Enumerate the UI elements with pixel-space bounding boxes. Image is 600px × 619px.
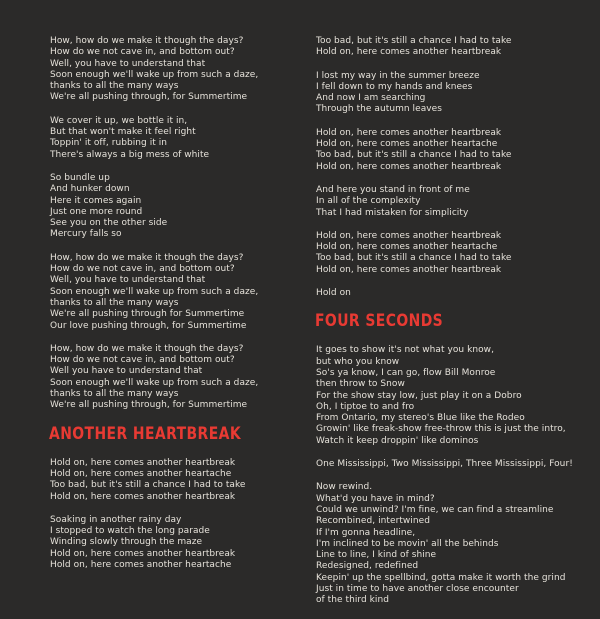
- lyric-line: Could we unwind? I'm fine, we can find a streamline: [316, 504, 554, 515]
- lyric-line: In all of the complexity: [316, 196, 421, 207]
- lyric-line: Through the autumn leaves: [316, 104, 442, 115]
- stanza: [316, 345, 586, 447]
- lyric-line: Hold on, here comes another heartbreak: [316, 161, 502, 172]
- lyric-line: And hunker down: [50, 184, 130, 195]
- lyric-line: Hold on, here comes another heartache: [50, 468, 232, 479]
- lyric-line: From Ontario, my stereo's Blue like the Rodeo: [316, 413, 525, 424]
- lyric-line: Hold on, here comes another heartbreak: [316, 264, 502, 275]
- lyric-line: Just in time to have another close encounter: [316, 583, 519, 594]
- lyric-line: thanks to all the many ways: [50, 389, 179, 400]
- lyric-line: What'd you have in mind?: [316, 493, 435, 504]
- lyric-line: We cover it up, we bottle it in,: [50, 115, 188, 126]
- song-title-another-heartbreak: ANOTHER HEARTBREAK: [49, 423, 242, 444]
- stanza: [316, 36, 586, 59]
- lyric-line: Growin' like freak-show free-throw this is just the intro,: [316, 424, 566, 435]
- lyric-line: Line to line, I kind of shine: [316, 550, 437, 561]
- another-heartbreak-lyrics-continued: [316, 36, 586, 299]
- lyric-line: There's always a big mess of white: [50, 149, 210, 160]
- lyric-line: Our love pushing through, for Summertime: [50, 320, 247, 331]
- lyric-line: Mercury falls so: [50, 229, 122, 240]
- stanza: [50, 253, 300, 332]
- lyric-line: Hold on, here comes another heartache: [50, 559, 232, 570]
- lyric-line: Too bad, but it's still a chance I had to take: [316, 36, 512, 46]
- lyric-line: How, how do we make it though the days?: [50, 36, 244, 46]
- lyric-line: Hold on, here comes another heartbreak: [50, 491, 236, 502]
- lyric-line: And now I am searching: [316, 93, 426, 104]
- lyric-line: But that won't make it feel right: [50, 127, 196, 138]
- lyric-line: I stopped to watch the long parade: [50, 526, 210, 537]
- lyric-line: Hold on, here comes another heartache: [316, 242, 498, 253]
- lyric-line: How do we not cave in, and bottom out?: [50, 355, 235, 366]
- lyric-line: Toppin' it off, rubbing it in: [50, 138, 168, 149]
- lyric-line: Hold on, here comes another heartbreak: [316, 47, 502, 58]
- lyric-line: Redesigned, redefined: [316, 561, 419, 572]
- lyric-line: but who you know: [316, 356, 400, 367]
- stanza: [50, 515, 300, 571]
- lyric-line: If I'm gonna headline,: [316, 527, 416, 538]
- lyric-line: For the show stay low, just play it on a Dobro: [316, 390, 522, 401]
- lyric-line: Keepin' up the spellbind, gotta make it worth the grind: [316, 572, 566, 583]
- stanza: [50, 458, 300, 503]
- stanza: [316, 231, 586, 276]
- lyric-line: Just one more round: [50, 206, 143, 217]
- another-heartbreak-lyrics: [50, 458, 300, 572]
- lyric-line: Hold on, here comes another heartbreak: [316, 230, 502, 241]
- lyric-line: Too bad, but it's still a chance I had to take: [316, 253, 512, 264]
- lyric-line: Well, you have to understand that: [50, 275, 206, 286]
- lyric-line: I lost my way in the summer breeze: [316, 70, 480, 81]
- lyric-line: Soaking in another rainy day: [50, 514, 182, 525]
- lyric-line: How, how do we make it though the days?: [50, 343, 244, 354]
- lyric-line: then throw to Snow: [316, 379, 405, 390]
- lyric-line: Here it comes again: [50, 195, 142, 206]
- lyric-line: of the third kind: [316, 595, 389, 606]
- lyric-line: Now rewind.: [316, 482, 373, 493]
- lyric-line: It goes to show it's not what you know,: [316, 345, 494, 356]
- lyric-line: Soon enough we'll wake up from such a daze,: [50, 377, 259, 388]
- lyric-line: We're all pushing through, for Summertime: [50, 92, 248, 103]
- stanza: [50, 116, 300, 161]
- stanza: [50, 173, 300, 241]
- lyric-line: And here you stand in front of me: [316, 184, 470, 195]
- lyric-line: See you on the other side: [50, 218, 168, 229]
- song-title-four-seconds: FOUR SECONDS: [315, 311, 444, 332]
- lyric-line: Soon enough we'll wake up from such a daze,: [50, 286, 259, 297]
- lyric-line: How do we not cave in, and bottom out?: [50, 47, 235, 58]
- lyric-line: Winding slowly through the maze: [50, 537, 203, 548]
- stanza: [316, 128, 586, 173]
- stanza: [316, 459, 586, 470]
- lyric-line: thanks to all the many ways: [50, 297, 179, 308]
- stanza: [50, 344, 300, 412]
- lyric-line: Soon enough we'll wake up from such a daze,: [50, 69, 259, 80]
- left-column: [50, 36, 300, 583]
- summertime-lyrics: [50, 36, 300, 412]
- lyric-line: Too bad, but it's still a chance I had to take: [316, 150, 512, 161]
- lyric-line: One Mississippi, Two Mississippi, Three Mississippi, Four!: [316, 459, 573, 470]
- lyric-line: Hold on: [316, 288, 351, 299]
- stanza: [316, 185, 586, 219]
- lyric-line: Hold on, here comes another heartbreak: [316, 127, 502, 138]
- lyric-line: How, how do we make it though the days?: [50, 252, 244, 263]
- lyric-line: How do we not cave in, and bottom out?: [50, 264, 235, 275]
- lyric-line: Recombined, intertwined: [316, 516, 430, 527]
- lyric-line: Well, you have to understand that: [50, 58, 206, 69]
- lyric-line: Too bad, but it's still a chance I had to take: [50, 480, 246, 491]
- lyric-line: Hold on, here comes another heartache: [316, 139, 498, 150]
- lyric-line: thanks to all the many ways: [50, 81, 179, 92]
- lyric-line: Hold on, here comes another heartbreak: [50, 457, 236, 468]
- lyric-line: Oh, I tiptoe to and fro: [316, 401, 415, 412]
- stanza: [316, 71, 586, 116]
- lyric-line: We're all pushing through, for Summertime: [50, 400, 248, 411]
- stanza: [316, 288, 586, 299]
- lyric-line: Well you have to understand that: [50, 366, 203, 377]
- stanza: [50, 36, 300, 104]
- lyric-line: Watch it keep droppin' like dominos: [316, 435, 479, 446]
- lyric-line: Hold on, here comes another heartbreak: [50, 548, 236, 559]
- four-seconds-lyrics: [316, 345, 586, 606]
- lyric-line: We're all pushing through for Summertime: [50, 309, 245, 320]
- right-column: [316, 36, 586, 619]
- lyric-line: So bundle up: [50, 172, 110, 183]
- stanza: [316, 482, 586, 606]
- lyric-line: I fell down to my hands and knees: [316, 81, 473, 92]
- lyric-line: That I had mistaken for simplicity: [316, 207, 469, 218]
- lyric-line: So's ya know, I can go, flow Bill Monroe: [316, 367, 496, 378]
- lyric-line: I'm inclined to be movin' all the behinds: [316, 538, 499, 549]
